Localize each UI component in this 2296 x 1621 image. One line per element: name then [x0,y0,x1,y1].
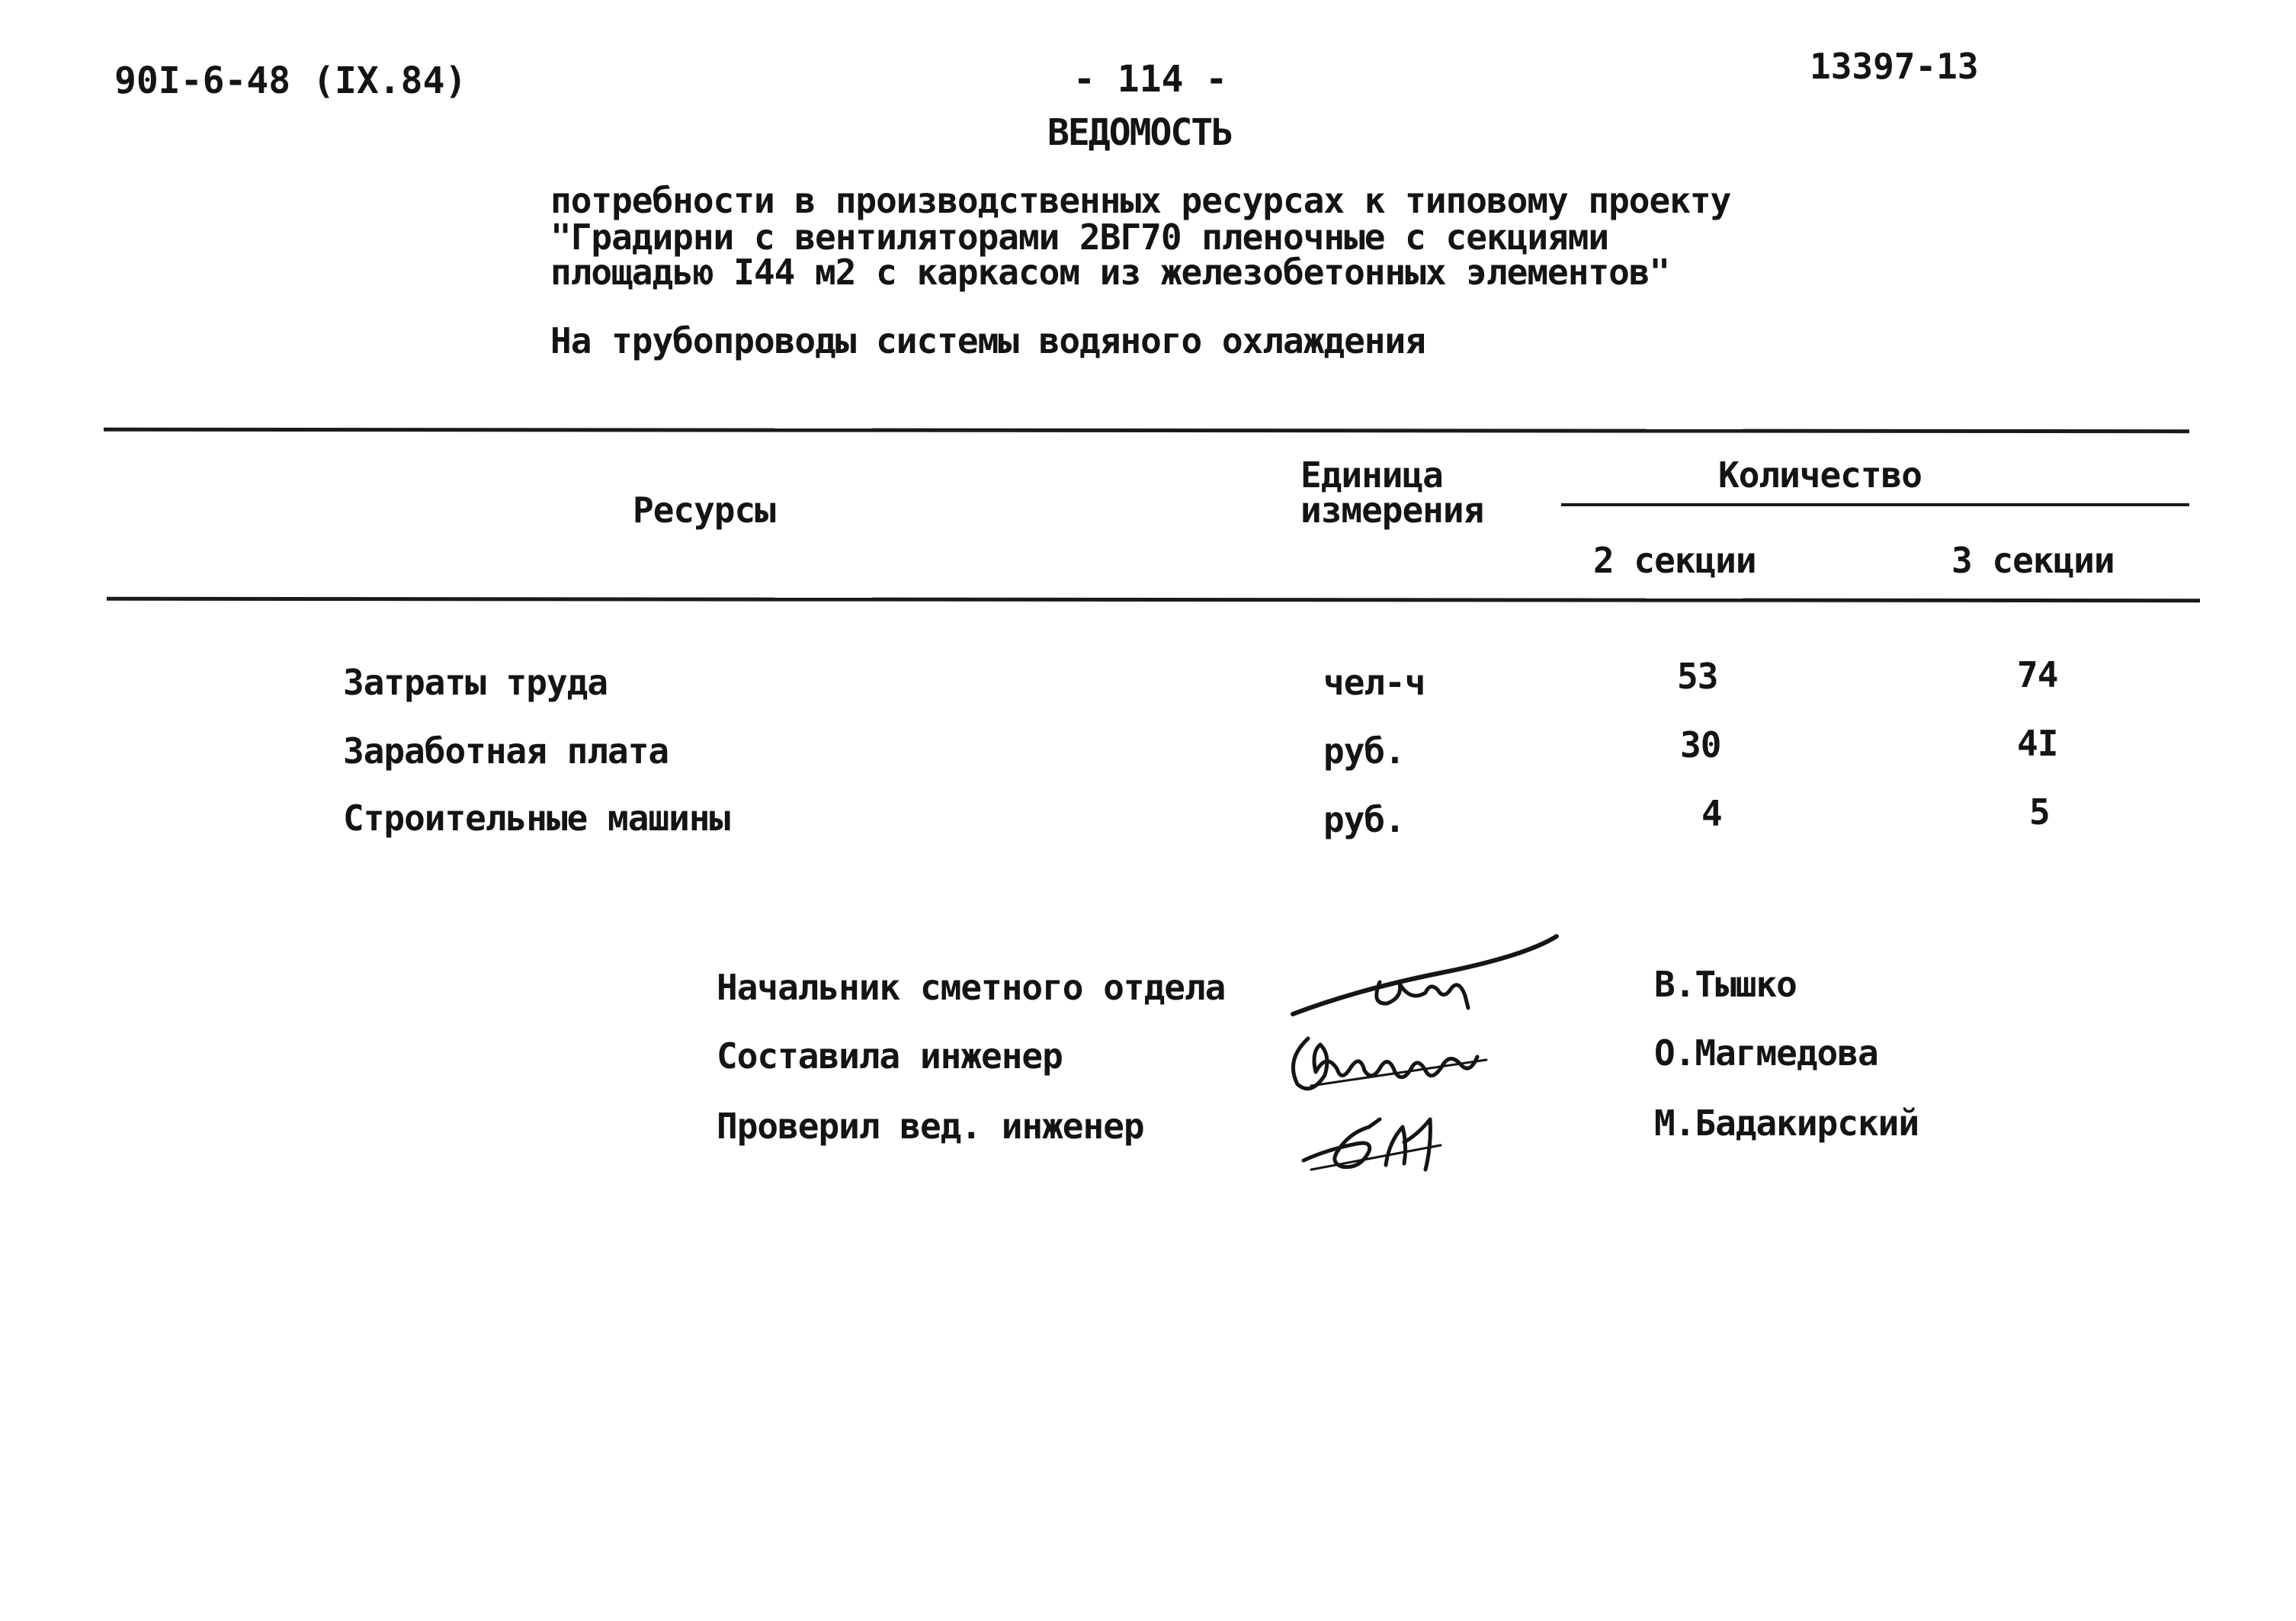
column-header-quantity: Количество [1718,454,1922,496]
row-3-quantity-3: 5 [2029,791,2050,833]
signature-name-3: М.Бадакирский [1654,1103,1919,1144]
subtitle-line-3: площадью I44 м2 с каркасом из железобетонных элементов" [550,252,1670,293]
handwritten-signature-3 [1296,1096,1448,1180]
row-1-resource: Затраты труда [343,662,608,703]
column-header-unit-line2: измерения [1300,490,1484,531]
row-3-resource: Строительные машины [343,798,730,839]
signature-name-1: В.Тышко [1654,964,1797,1005]
archive-number: 13397-13 [1810,46,1979,87]
section-heading: На трубопроводы системы водяного охлаждения [550,320,1425,361]
signature-role-3: Проверил вед. инженер [717,1106,1144,1147]
subtitle-line-2: "Градирни с вентиляторами 2ВГ70 пленочные с секциями [550,217,1609,258]
page-number: - 114 - [1073,58,1228,101]
row-2-quantity-2: 30 [1680,724,1721,766]
row-2-quantity-3: 4I [2017,723,2058,764]
handwritten-signature-1 [1288,929,1563,1028]
table-top-rule [104,428,2189,433]
row-3-unit: руб. [1323,799,1405,840]
document-code: 90I-6-48 (IX.84) [114,59,467,102]
signature-name-2: О.Магмедова [1654,1032,1878,1074]
table-header-bottom-rule [107,597,2200,602]
row-1-quantity-3: 74 [2017,654,2058,695]
column-header-unit-line1: Единица [1300,454,1443,496]
row-3-quantity-2: 4 [1701,793,1722,834]
row-1-quantity-2: 53 [1677,656,1718,697]
quantity-header-rule [1561,503,2189,506]
row-2-resource: Заработная плата [343,730,669,772]
column-header-2-sections: 2 секции [1593,540,1756,581]
signature-role-2: Составила инженер [717,1035,1063,1077]
column-header-3-sections: 3 секции [1951,540,2115,581]
handwritten-signature-2 [1281,1022,1494,1106]
row-2-unit: руб. [1323,730,1405,772]
column-header-resources: Ресурсы [633,490,775,531]
signature-role-1: Начальник сметного отдела [717,967,1226,1008]
row-1-unit: чел-ч [1323,662,1425,703]
subtitle-line-1: потребности в производственных ресурсах к типовому проекту [550,180,1731,221]
document-title: ВЕДОМОСТЬ [1047,111,1233,154]
